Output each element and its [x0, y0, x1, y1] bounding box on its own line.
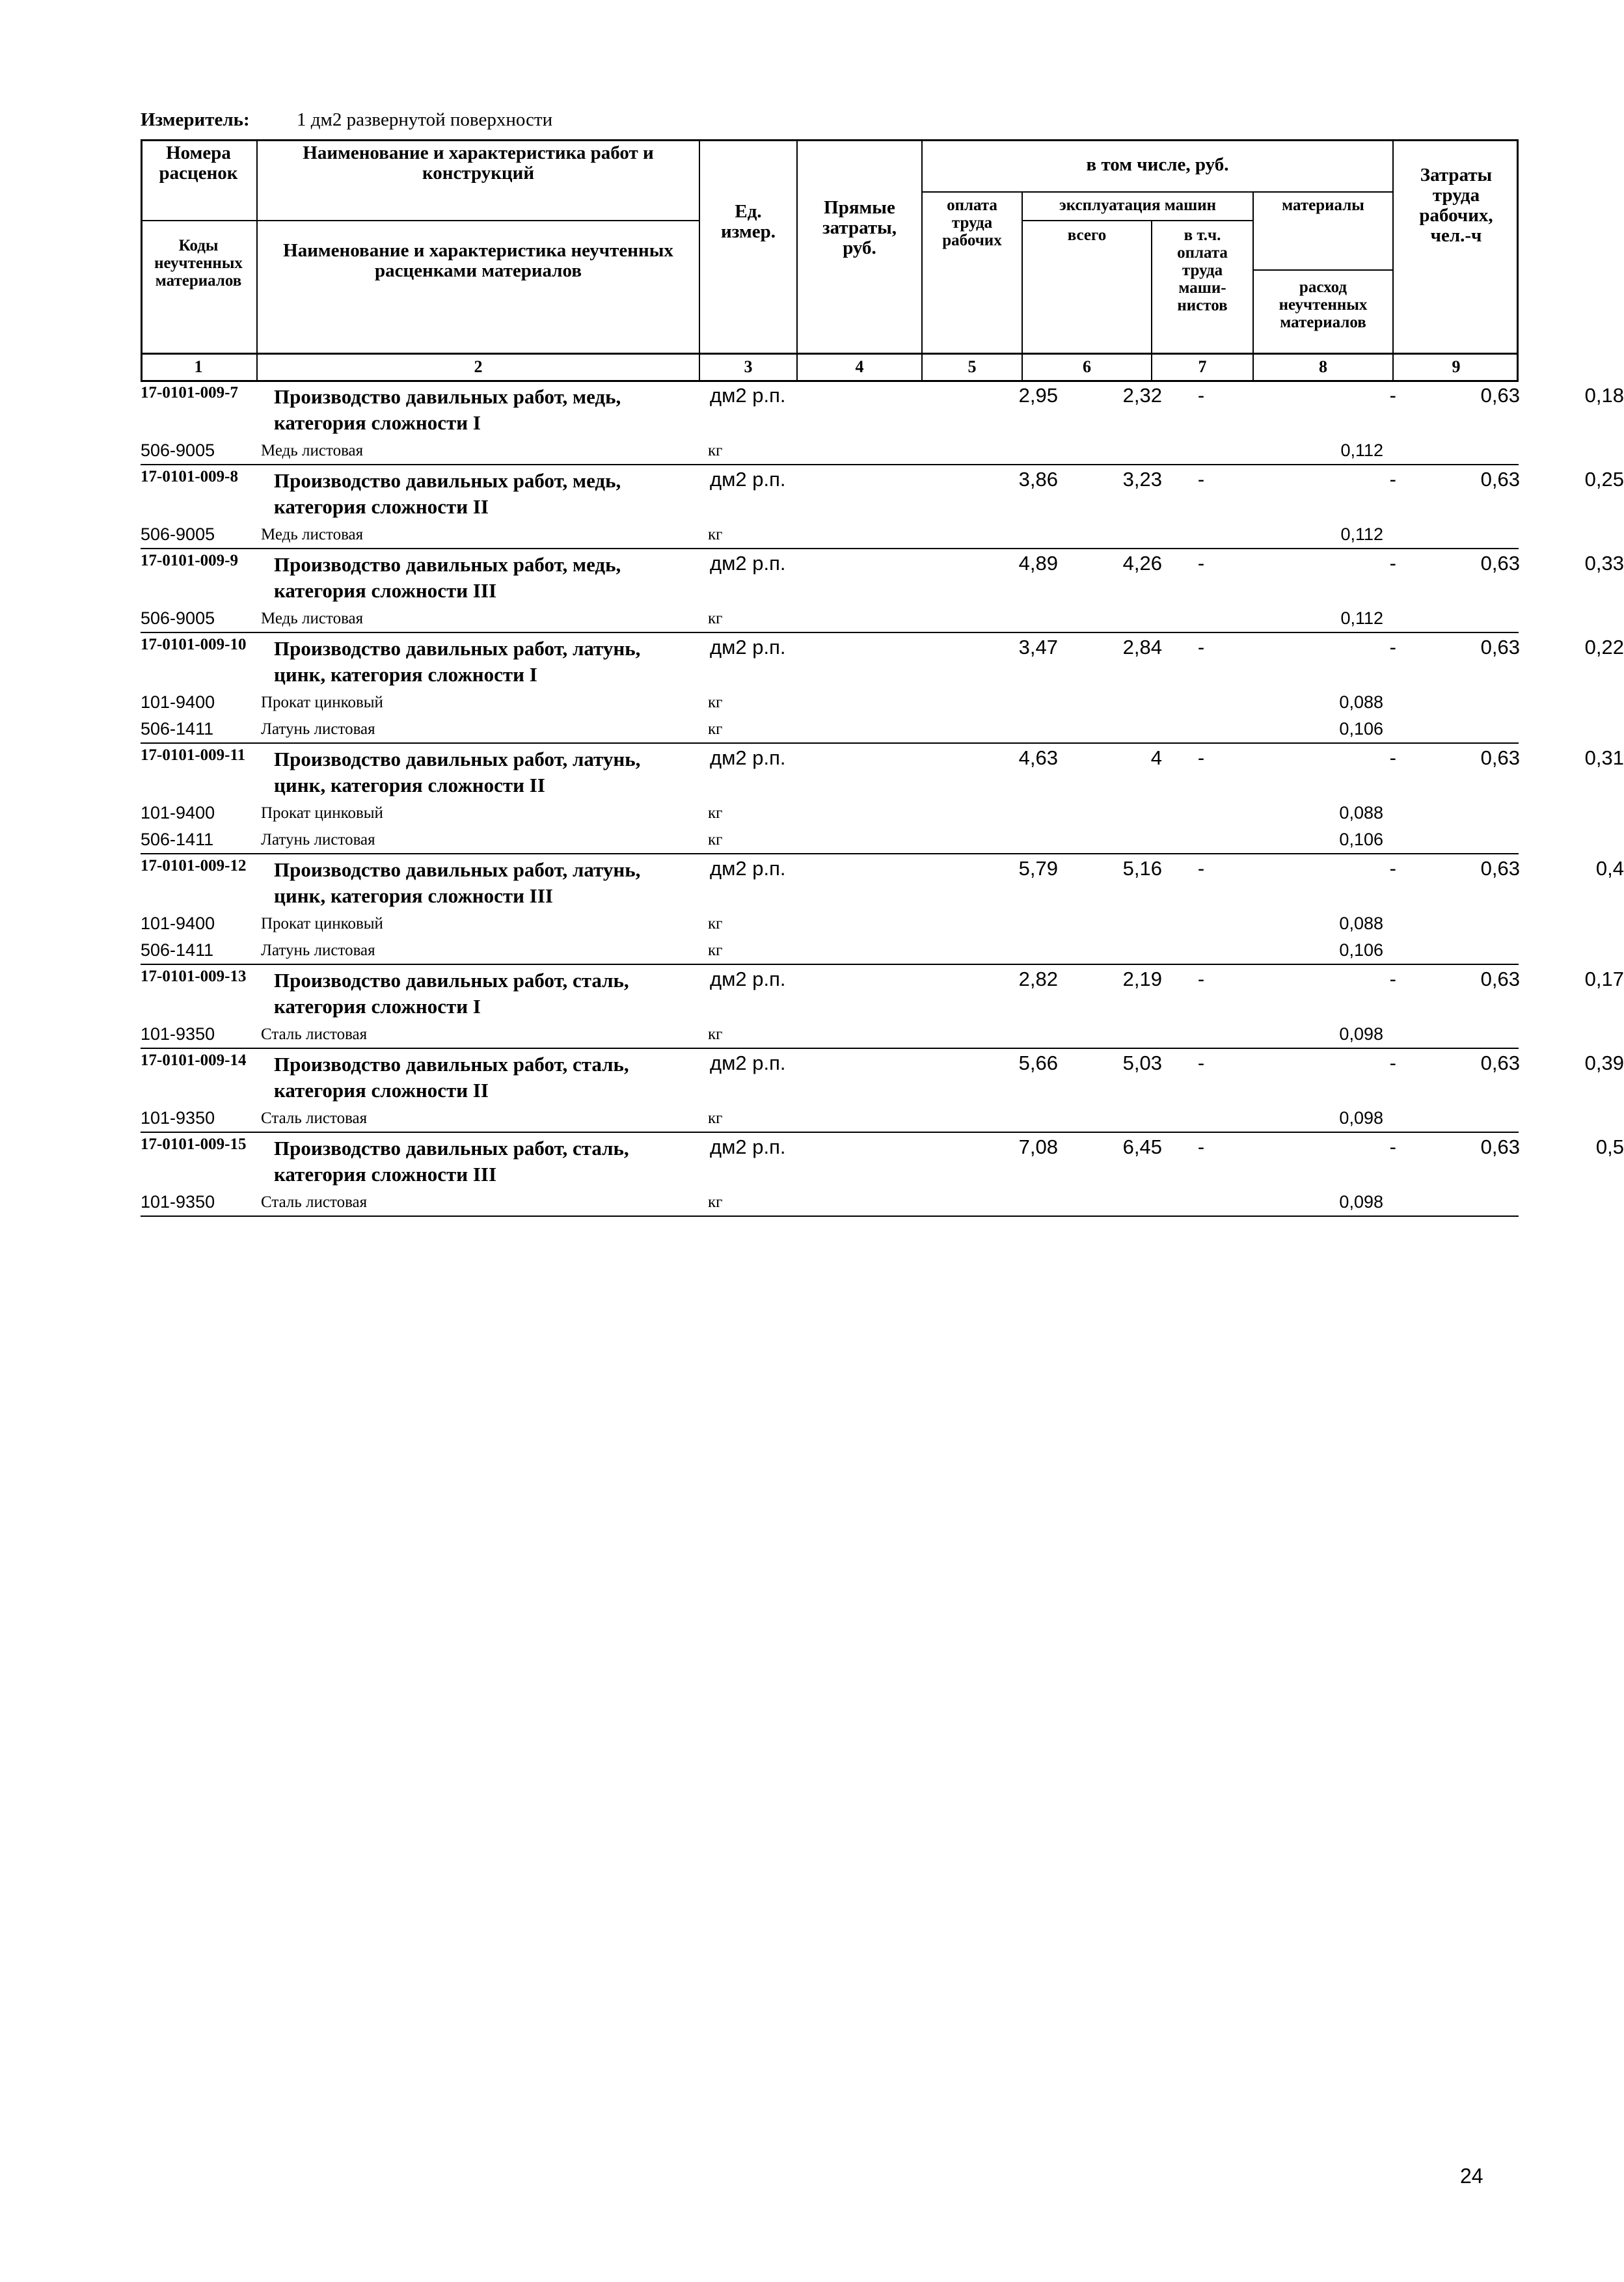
row-divider: [141, 853, 1519, 854]
direct-costs: 7,08: [1018, 1135, 1058, 1158]
material-qty: 0,106: [1339, 940, 1383, 960]
col-number-6: 6: [1083, 357, 1091, 376]
unit: дм2 р.п.: [710, 746, 786, 769]
material-name: Сталь листовая: [261, 1026, 368, 1043]
rate-code: 17-0101-009-8: [141, 468, 238, 485]
header-pryamye: Прямые затраты, руб.: [822, 197, 897, 258]
measure-label: Измеритель:: [141, 109, 250, 130]
machines-total: -: [1197, 746, 1205, 769]
table-row: [141, 968, 1624, 1049]
rate-code: 17-0101-009-11: [141, 746, 246, 764]
direct-costs: 4,63: [1018, 746, 1058, 769]
machinists-pay: -: [1389, 384, 1396, 407]
material-qty: 0,106: [1339, 719, 1383, 739]
material-code: 506-1411: [141, 940, 214, 960]
material-row: [141, 800, 1519, 826]
page-number: 24: [1460, 2164, 1483, 2188]
rate-code: 17-0101-009-13: [141, 968, 247, 985]
labor-pay: 2,32: [1122, 384, 1162, 407]
material-name: Сталь листовая: [261, 1193, 368, 1211]
machinists-pay: -: [1389, 636, 1396, 659]
table-body: [141, 384, 1624, 1219]
unit: дм2 р.п.: [710, 552, 786, 575]
header-ed: Ед. измер.: [721, 201, 776, 242]
material-row: [141, 826, 1519, 853]
material-code: 101-9350: [141, 1192, 215, 1212]
machinists-pay: -: [1389, 468, 1396, 491]
material-row: [141, 521, 1519, 548]
header-naimenovanie: Наименование и характеристика работ и конструкций: [303, 143, 654, 183]
direct-costs: 4,89: [1018, 552, 1058, 575]
direct-costs: 5,79: [1018, 857, 1058, 880]
material-row: [141, 1105, 1519, 1132]
machinists-pay: -: [1389, 1052, 1396, 1074]
labor-hours: 0,33: [1584, 552, 1624, 575]
labor-pay: 4,26: [1122, 552, 1162, 575]
machines-total: -: [1197, 857, 1205, 880]
material-unit: кг: [708, 1109, 723, 1127]
material-unit: кг: [708, 1026, 723, 1043]
row-divider: [141, 632, 1519, 633]
machines-total: -: [1197, 552, 1205, 575]
table-row: [141, 468, 1624, 549]
unit: дм2 р.п.: [710, 636, 786, 659]
table-header: [141, 139, 1519, 376]
labor-hours: 0,25: [1584, 468, 1624, 491]
material-name: Прокат цинковый: [261, 915, 383, 932]
labor-hours: 0,31: [1584, 746, 1624, 769]
material-name: Сталь листовая: [261, 1109, 368, 1127]
materials-cost: 0,63: [1480, 1052, 1520, 1074]
material-qty: 0,098: [1339, 1192, 1383, 1212]
header-naimenovanie-neuchten: Наименование и характеристика неучтенных расценками материалов: [283, 240, 673, 281]
material-qty: 0,088: [1339, 803, 1383, 822]
material-qty: 0,088: [1339, 914, 1383, 933]
material-row: [141, 716, 1519, 742]
material-qty: 0,112: [1340, 441, 1383, 460]
work-title: Производство давильных работ, латунь, цинк, категория сложности II: [274, 748, 641, 796]
labor-pay: 5,16: [1122, 857, 1162, 880]
materials-cost: 0,63: [1480, 968, 1520, 990]
material-name: Латунь листовая: [261, 720, 375, 738]
material-name: Прокат цинковый: [261, 804, 383, 822]
machines-total: -: [1197, 1052, 1205, 1074]
material-row: [141, 1189, 1519, 1216]
material-code: 101-9400: [141, 692, 215, 712]
direct-costs: 2,95: [1018, 384, 1058, 407]
material-qty: 0,112: [1340, 608, 1383, 628]
materials-cost: 0,63: [1480, 552, 1520, 575]
material-name: Медь листовая: [261, 610, 364, 627]
material-code: 506-9005: [141, 608, 215, 628]
measure-value: 1 дм2 развернутой поверхности: [297, 109, 553, 130]
unit: дм2 р.п.: [710, 468, 786, 491]
col-number-2: 2: [474, 357, 483, 376]
rate-code: 17-0101-009-14: [141, 1052, 247, 1069]
material-unit: кг: [708, 831, 723, 849]
rate-code: 17-0101-009-12: [141, 857, 247, 875]
work-title: Производство давильных работ, медь, категория сложности II: [274, 469, 621, 518]
material-code: 101-9400: [141, 803, 215, 822]
header-rashod: расход неучтенных материалов: [1279, 278, 1368, 331]
unit: дм2 р.п.: [710, 968, 786, 990]
col-number-7: 7: [1198, 357, 1207, 376]
material-name: Прокат цинковый: [261, 694, 383, 711]
labor-hours: 0,39: [1584, 1052, 1624, 1074]
work-title: Производство давильных работ, латунь, цинк, категория сложности III: [274, 858, 641, 907]
table-row: [141, 384, 1624, 465]
material-row: [141, 937, 1519, 964]
table-row: [141, 1135, 1624, 1217]
labor-pay: 6,45: [1122, 1135, 1162, 1158]
rate-code: 17-0101-009-7: [141, 384, 238, 401]
material-qty: 0,112: [1340, 524, 1383, 544]
header-vsego: всего: [1067, 226, 1107, 244]
header-kody: Коды неучтенных материалов: [154, 237, 243, 290]
material-unit: кг: [708, 1193, 723, 1211]
material-qty: 0,088: [1339, 692, 1383, 712]
material-code: 506-9005: [141, 441, 215, 460]
material-row: [141, 1021, 1519, 1048]
row-divider: [141, 742, 1519, 744]
work-title: Производство давильных работ, медь, категория сложности III: [274, 553, 621, 602]
labor-hours: 0,22: [1584, 636, 1624, 659]
material-unit: кг: [708, 720, 723, 738]
table-row: [141, 636, 1624, 744]
work-title: Производство давильных работ, сталь, категория сложности III: [274, 1137, 629, 1186]
material-name: Медь листовая: [261, 442, 364, 459]
material-code: 506-9005: [141, 524, 215, 544]
materials-cost: 0,63: [1480, 746, 1520, 769]
unit: дм2 р.п.: [710, 1135, 786, 1158]
machinists-pay: -: [1389, 857, 1396, 880]
row-divider: [141, 964, 1519, 965]
labor-hours: 0,17: [1584, 968, 1624, 990]
header-materialy: материалы: [1282, 197, 1364, 214]
col-number-3: 3: [744, 357, 753, 376]
machines-total: -: [1197, 636, 1205, 659]
material-unit: кг: [708, 442, 723, 459]
header-v-tom-chisle: в том числе, руб.: [1086, 154, 1229, 175]
col-number-5: 5: [968, 357, 977, 376]
machinists-pay: -: [1389, 552, 1396, 575]
labor-pay: 5,03: [1122, 1052, 1162, 1074]
rate-code: 17-0101-009-9: [141, 552, 238, 569]
unit: дм2 р.п.: [710, 384, 786, 407]
labor-pay: 2,19: [1122, 968, 1162, 990]
table-row: [141, 857, 1624, 965]
materials-cost: 0,63: [1480, 1135, 1520, 1158]
material-unit: кг: [708, 915, 723, 932]
material-row: [141, 437, 1519, 464]
col-number-8: 8: [1319, 357, 1327, 376]
material-code: 506-1411: [141, 830, 214, 849]
material-code: 101-9350: [141, 1024, 215, 1044]
header-nomera: Номера расценок: [159, 143, 238, 183]
material-unit: кг: [708, 610, 723, 627]
material-unit: кг: [708, 804, 723, 822]
material-name: Медь листовая: [261, 526, 364, 543]
direct-costs: 2,82: [1018, 968, 1058, 990]
material-row: [141, 910, 1519, 937]
machinists-pay: -: [1389, 968, 1396, 990]
header-ekspluatatsiya: эксплуатация машин: [1059, 197, 1217, 214]
labor-hours: 0,18: [1584, 384, 1624, 407]
header-oplata: оплата труда рабочих: [942, 197, 1002, 249]
material-qty: 0,098: [1339, 1024, 1383, 1044]
work-title: Производство давильных работ, латунь, цинк, категория сложности I: [274, 637, 641, 686]
table-row: [141, 1052, 1624, 1133]
rate-code: 17-0101-009-10: [141, 636, 247, 653]
machines-total: -: [1197, 1135, 1205, 1158]
direct-costs: 5,66: [1018, 1052, 1058, 1074]
machines-total: -: [1197, 468, 1205, 491]
unit: дм2 р.п.: [710, 1052, 786, 1074]
material-name: Латунь листовая: [261, 831, 375, 849]
machinists-pay: -: [1389, 746, 1396, 769]
header-vtch: в т.ч. оплата труда маши-нистов: [1177, 226, 1228, 314]
materials-cost: 0,63: [1480, 468, 1520, 491]
col-number-1: 1: [194, 357, 203, 376]
direct-costs: 3,47: [1018, 636, 1058, 659]
machinists-pay: -: [1389, 1135, 1396, 1158]
labor-pay: 2,84: [1122, 636, 1162, 659]
material-qty: 0,106: [1339, 830, 1383, 849]
unit: дм2 р.п.: [710, 857, 786, 880]
labor-pay: 4: [1150, 746, 1162, 769]
col-number-9: 9: [1452, 357, 1461, 376]
machines-total: -: [1197, 968, 1205, 990]
work-title: Производство давильных работ, сталь, категория сложности II: [274, 1053, 629, 1102]
work-title: Производство давильных работ, сталь, категория сложности I: [274, 969, 629, 1018]
table-row: [141, 552, 1624, 633]
material-row: [141, 605, 1519, 632]
machines-total: -: [1197, 384, 1205, 407]
material-unit: кг: [708, 526, 723, 543]
measure: [141, 109, 553, 131]
header-zatraty: Затраты труда рабочих, чел.-ч: [1419, 165, 1493, 246]
labor-pay: 3,23: [1122, 468, 1162, 491]
material-code: 506-1411: [141, 719, 214, 739]
table-row: [141, 746, 1624, 854]
material-unit: кг: [708, 942, 723, 959]
materials-cost: 0,63: [1480, 857, 1520, 880]
direct-costs: 3,86: [1018, 468, 1058, 491]
material-name: Латунь листовая: [261, 942, 375, 959]
rate-code: 17-0101-009-15: [141, 1135, 247, 1153]
material-code: 101-9400: [141, 914, 215, 933]
labor-hours: 0,4: [1595, 857, 1624, 880]
col-number-4: 4: [855, 357, 864, 376]
materials-cost: 0,63: [1480, 636, 1520, 659]
row-divider: [141, 548, 1519, 549]
row-divider: [141, 1216, 1519, 1217]
material-row: [141, 689, 1519, 716]
row-divider: [141, 1048, 1519, 1049]
work-title: Производство давильных работ, медь, категория сложности I: [274, 385, 621, 434]
materials-cost: 0,63: [1480, 384, 1520, 407]
row-divider: [141, 464, 1519, 465]
row-divider: [141, 1132, 1519, 1133]
labor-hours: 0,5: [1595, 1135, 1624, 1158]
material-code: 101-9350: [141, 1108, 215, 1128]
material-qty: 0,098: [1339, 1108, 1383, 1128]
material-unit: кг: [708, 694, 723, 711]
